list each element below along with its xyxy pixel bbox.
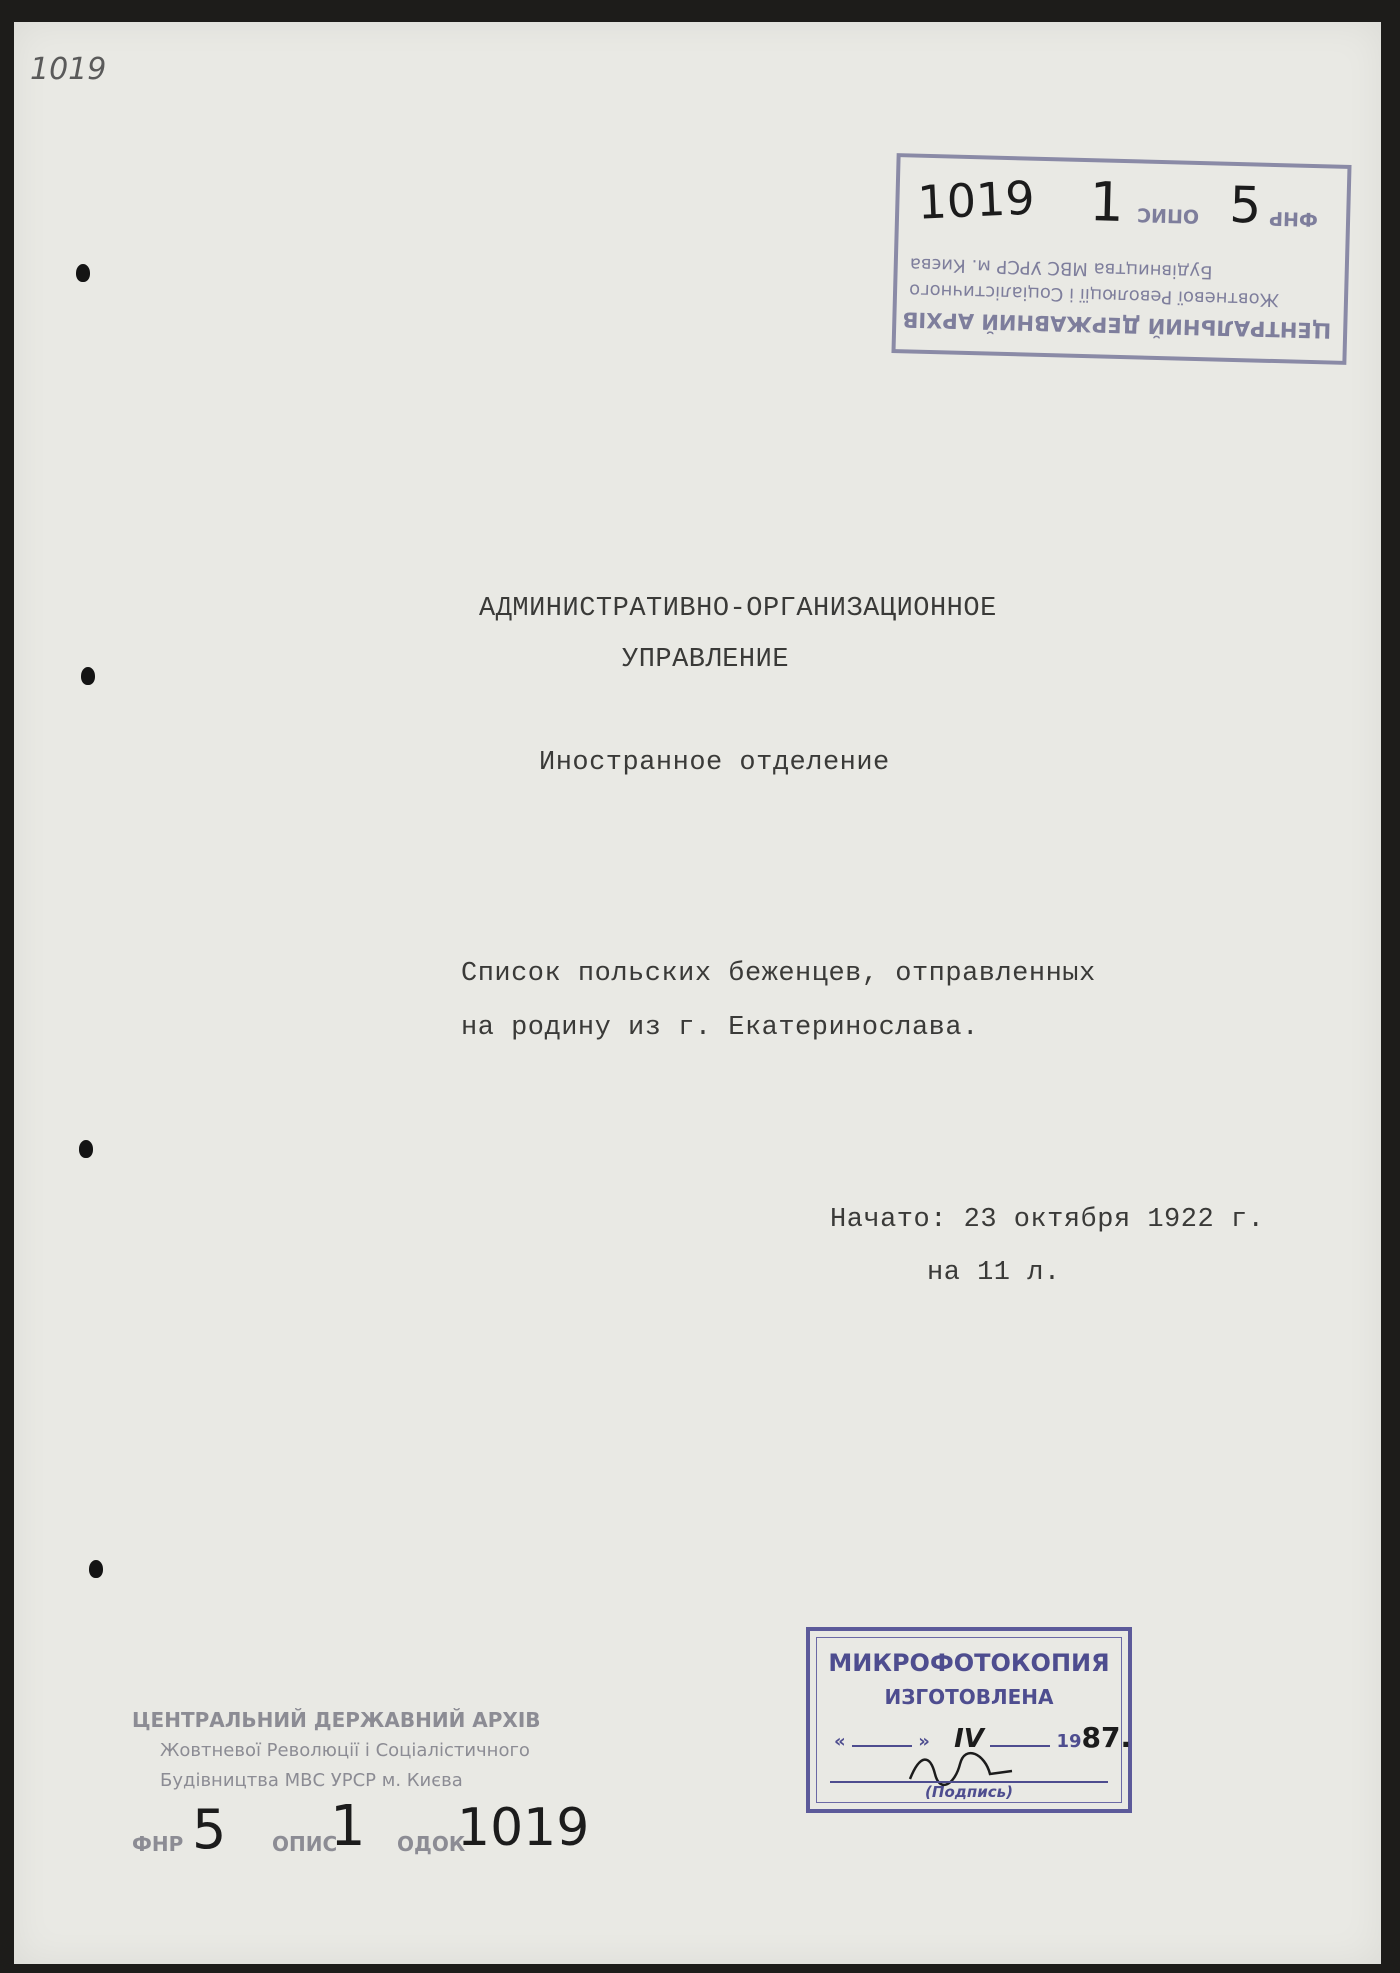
micro-signature-caption: (Подпись) [925,1783,1013,1801]
stamp-top-line2: Жовтневої Революції і Соціалістичного [908,279,1280,311]
stamp-bl-line2: Жовтневої Революції і Соціалістичного [160,1740,530,1761]
micro-line-1: МИКРОФОТОКОПИЯ [828,1649,1110,1677]
stamp-top-hand-number: 1019 [916,170,1036,230]
stamp-bl-line3: Будівництва МВС УРСР м. Києва [160,1770,463,1791]
sheet-count: на 11 л. [927,1258,1061,1288]
stamp-top-line3: Будівництва МВС УРСР м. Києва [909,253,1213,283]
heading-line-2: УПРАВЛЕНИЕ [622,645,790,675]
micro-date-mid: » [918,1731,930,1752]
document-page [14,22,1381,1964]
heading-line-1: АДМИНИСТРАТИВНО-ОРГАНИЗАЦИОННОЕ [479,594,997,624]
punch-hole-1 [76,264,90,282]
punch-hole-3 [79,1140,93,1158]
stamp-top-hand-op: 1 [1088,170,1125,235]
micro-date-open: « [834,1731,846,1752]
stamp-top-label-fond: ФНР [1268,206,1319,231]
archive-stamp-bottom [132,1694,590,1890]
micro-line-2: ИЗГОТОВЛЕНА [884,1685,1054,1709]
stamp-bl-hand-fond: 5 [192,1798,227,1861]
micro-year-hand: 87. [1081,1721,1132,1754]
micro-month-hand: IV [954,1724,984,1754]
punch-hole-4 [89,1560,103,1578]
punch-hole-2 [81,667,95,685]
stamp-bl-label-fond: ФНР [132,1832,184,1856]
stamp-bl-hand-op: 1 [330,1794,366,1859]
microfilm-stamp [806,1627,1132,1813]
title-line-2: на родину из г. Екатеринослава. [461,1013,979,1043]
stamp-bl-label-case: ОДОК [397,1832,466,1856]
micro-year-start: 19 [1056,1731,1082,1752]
start-date: Начато: 23 октября 1922 г. [830,1205,1265,1235]
stamp-top-label-op: ОПИС [1136,203,1200,228]
stamp-bl-line1: ЦЕНТРАЛЬНИЙ ДЕРЖАВНИЙ АРХІВ [132,1708,541,1732]
stamp-top-hand-fond: 5 [1228,175,1263,235]
stamp-top-line1: ЦЕНТРАЛЬНИЙ ДЕРЖАВНИЙ АРХІВ [902,307,1332,343]
archive-stamp-top [891,153,1351,365]
stamp-bl-hand-case: 1019 [457,1798,590,1858]
title-line-1: Список польских беженцев, отправленных [461,959,1096,989]
corner-folio-number: 1019 [30,52,107,87]
stamp-bl-label-op: ОПИС [272,1832,338,1856]
department-name: Иностранное отделение [539,748,890,778]
